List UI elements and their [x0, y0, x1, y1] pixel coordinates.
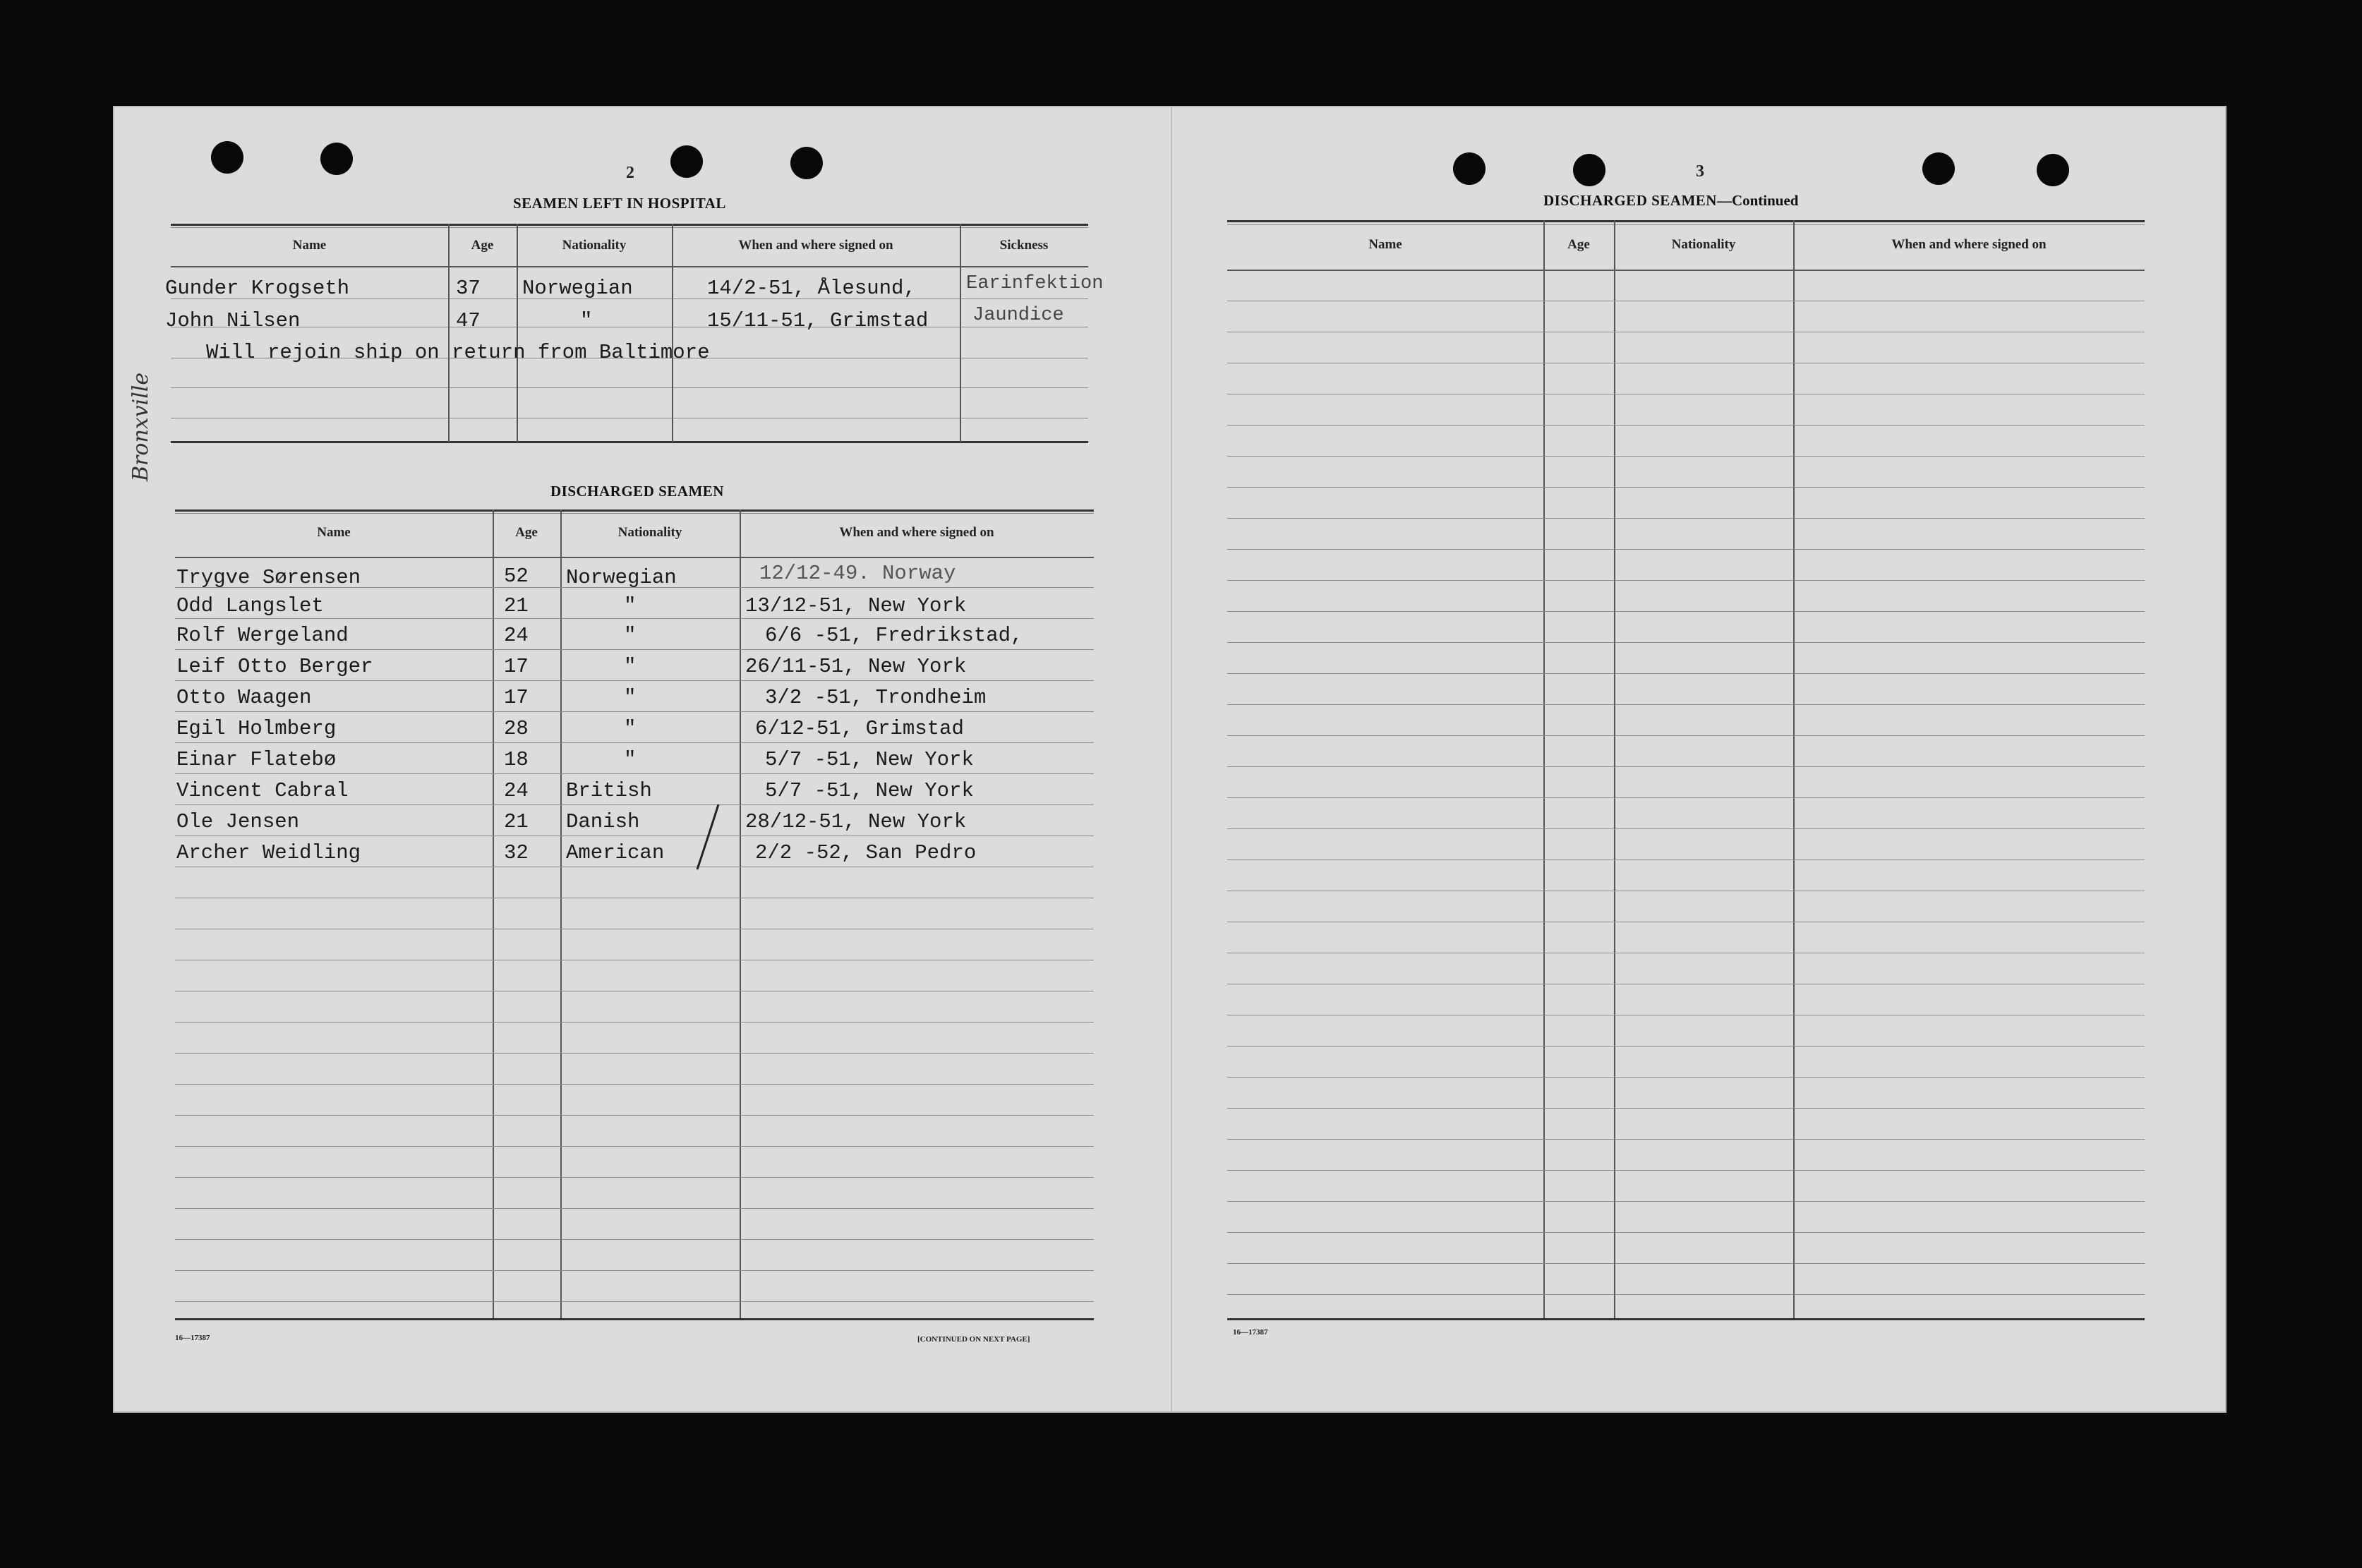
column-divider — [672, 224, 673, 442]
seaman-nationality: Norwegian — [566, 566, 677, 589]
discharged-continued-table — [1227, 220, 2201, 1335]
column-divider — [448, 224, 450, 442]
hospital-nationality: " — [580, 309, 593, 332]
hospital-age: 47 — [456, 309, 481, 332]
column-divider — [960, 224, 961, 442]
discharged-continued-title — [1543, 192, 1798, 210]
seaman-age: 28 — [504, 717, 529, 740]
column-divider — [517, 224, 518, 442]
punch-hole — [1922, 152, 1955, 185]
seaman-nationality: " — [624, 748, 637, 771]
seaman-nationality: American — [566, 841, 665, 864]
rule — [1227, 642, 2145, 643]
column-header-name: Name — [317, 525, 351, 540]
rule — [175, 1301, 1094, 1302]
rule — [175, 618, 1094, 619]
rule — [1227, 797, 2145, 798]
hospital-signed-on: 14/2-51, Ålesund, — [707, 277, 916, 300]
seaman-name: Einar Flatebø — [176, 748, 337, 771]
hospital-signed-on: 15/11-51, Grimstad — [707, 309, 929, 332]
form-code: 16—17387 — [175, 1334, 210, 1342]
seaman-signed-on: 2/2 -52, San Pedro — [755, 841, 977, 864]
column-divider — [493, 509, 494, 1320]
column-divider — [1614, 220, 1615, 1320]
column-header-age: Age — [471, 238, 494, 253]
rule — [1227, 1077, 2145, 1078]
seaman-age: 18 — [504, 748, 529, 771]
rule — [1227, 673, 2145, 674]
seaman-name: Trygve Sørensen — [176, 566, 361, 589]
seaman-name: Archer Weidling — [176, 841, 361, 864]
seaman-nationality: British — [566, 779, 652, 802]
rule — [1227, 1108, 2145, 1109]
rule — [175, 711, 1094, 712]
seaman-age: 52 — [504, 565, 529, 588]
column-header-age: Age — [515, 525, 538, 540]
rule — [175, 1084, 1094, 1085]
seaman-age: 17 — [504, 655, 529, 678]
punch-hole — [1453, 152, 1486, 185]
discharged-title: DISCHARGED SEAMEN — [550, 483, 724, 500]
rule — [1227, 1170, 2145, 1171]
column-header-age: Age — [1567, 237, 1590, 252]
column-divider — [1793, 220, 1795, 1320]
column-divider — [740, 509, 741, 1320]
rule — [175, 742, 1094, 743]
rule — [175, 1022, 1094, 1023]
page-number: 3 — [1696, 162, 1704, 181]
seaman-nationality: " — [624, 686, 637, 709]
rule — [175, 1053, 1094, 1054]
seaman-signed-on: 13/12-51, New York — [745, 594, 967, 617]
seaman-signed-on: 5/7 -51, New York — [765, 748, 974, 771]
rule — [1227, 828, 2145, 829]
column-header-name: Name — [292, 238, 327, 253]
hospital-sickness: Earinfektion — [966, 273, 1104, 294]
column-header-name: Name — [1368, 237, 1402, 252]
rule — [1227, 487, 2145, 488]
rule — [175, 773, 1094, 774]
hospital-title: SEAMEN LEFT IN HOSPITAL — [513, 195, 726, 212]
punch-hole — [320, 143, 353, 175]
continued-note: [CONTINUED ON NEXT PAGE] — [917, 1335, 1030, 1344]
rule — [1227, 735, 2145, 736]
rule — [175, 680, 1094, 681]
seaman-age: 32 — [504, 841, 529, 864]
seaman-nationality: Danish — [566, 810, 640, 833]
rule — [175, 1115, 1094, 1116]
rule — [175, 804, 1094, 805]
rule — [171, 441, 1088, 443]
seaman-signed-on: 5/7 -51, New York — [765, 779, 974, 802]
seaman-age: 17 — [504, 686, 529, 709]
column-header-sickness: Sickness — [999, 238, 1049, 253]
rule — [1227, 704, 2145, 705]
rule — [1227, 220, 2145, 222]
rule — [1227, 611, 2145, 612]
rule — [175, 1208, 1094, 1209]
rule — [175, 1177, 1094, 1178]
hospital-note: Will rejoin ship on return from Baltimore — [206, 341, 710, 364]
rule — [171, 227, 1088, 228]
form-code: 16—17387 — [1233, 1328, 1268, 1337]
rule — [1227, 1318, 2145, 1320]
rule — [175, 513, 1094, 514]
seaman-signed-on: 28/12-51, New York — [745, 810, 967, 833]
seaman-age: 24 — [504, 624, 529, 647]
rule — [1227, 1294, 2145, 1295]
seaman-age: 24 — [504, 779, 529, 802]
hospital-nationality: Norwegian — [522, 277, 633, 300]
seaman-name: Otto Waagen — [176, 686, 312, 709]
seaman-signed-on: 3/2 -51, Trondheim — [765, 686, 987, 709]
seaman-name: Leif Otto Berger — [176, 655, 373, 678]
rule — [1227, 1232, 2145, 1233]
column-divider — [560, 509, 562, 1320]
hospital-name: Gunder Krogseth — [165, 277, 350, 300]
column-header-nationality: Nationality — [562, 238, 627, 253]
punch-hole — [2037, 154, 2069, 186]
rule — [1227, 1263, 2145, 1264]
check-mark-icon — [690, 799, 733, 876]
rule — [175, 649, 1094, 650]
rule — [175, 1146, 1094, 1147]
right-page — [1171, 106, 2227, 1413]
seaman-nationality: " — [624, 655, 637, 678]
rule — [1227, 1201, 2145, 1202]
punch-hole — [211, 141, 243, 174]
title-suffix: —Continued — [1716, 192, 1799, 209]
punch-hole — [670, 145, 703, 178]
rule — [175, 557, 1094, 558]
seaman-name: Egil Holmberg — [176, 717, 337, 740]
punch-hole — [1573, 154, 1605, 186]
seaman-signed-on: 12/12-49. Norway — [759, 562, 956, 585]
page-number: 2 — [626, 164, 634, 182]
rule — [1227, 580, 2145, 581]
seaman-age: 21 — [504, 810, 529, 833]
margin-note: Bronxville — [128, 372, 153, 481]
rule — [1227, 224, 2145, 225]
rule — [1227, 425, 2145, 426]
column-header-signed-on: When and where signed on — [1891, 237, 2047, 252]
rule — [1227, 270, 2145, 271]
seaman-name: Rolf Wergeland — [176, 624, 349, 647]
title-text: DISCHARGED SEAMEN — [1543, 192, 1717, 209]
seaman-name: Ole Jensen — [176, 810, 300, 833]
rule — [1227, 518, 2145, 519]
column-header-signed-on: When and where signed on — [839, 525, 994, 540]
hospital-age: 37 — [456, 277, 481, 300]
column-header-nationality: Nationality — [617, 525, 682, 540]
column-header-signed-on: When and where signed on — [738, 238, 893, 253]
rule — [1227, 1046, 2145, 1047]
rule — [171, 387, 1088, 388]
column-divider — [1543, 220, 1545, 1320]
punch-hole — [790, 147, 823, 179]
seaman-age: 21 — [504, 594, 529, 617]
rule — [1227, 766, 2145, 767]
rule — [1227, 549, 2145, 550]
column-header-nationality: Nationality — [1671, 237, 1736, 252]
discharged-table — [175, 509, 1101, 1321]
hospital-sickness: Jaundice — [972, 305, 1064, 326]
rule — [1227, 456, 2145, 457]
rule — [171, 224, 1088, 226]
seaman-signed-on: 6/12-51, Grimstad — [755, 717, 964, 740]
hospital-table — [165, 224, 1104, 446]
seaman-nationality: " — [624, 594, 637, 617]
seaman-nationality: " — [624, 624, 637, 647]
seaman-signed-on: 6/6 -51, Fredrikstad, — [765, 624, 1023, 647]
rule — [175, 1239, 1094, 1240]
rule — [175, 1318, 1094, 1320]
seaman-signed-on: 26/11-51, New York — [745, 655, 967, 678]
seaman-name: Odd Langslet — [176, 594, 324, 617]
seaman-nationality: " — [624, 717, 637, 740]
seaman-name: Vincent Cabral — [176, 779, 349, 802]
hospital-name: John Nilsen — [165, 309, 301, 332]
rule — [1227, 1139, 2145, 1140]
rule — [171, 266, 1088, 267]
left-page — [113, 106, 1172, 1413]
rule — [175, 509, 1094, 512]
rule — [175, 1270, 1094, 1271]
